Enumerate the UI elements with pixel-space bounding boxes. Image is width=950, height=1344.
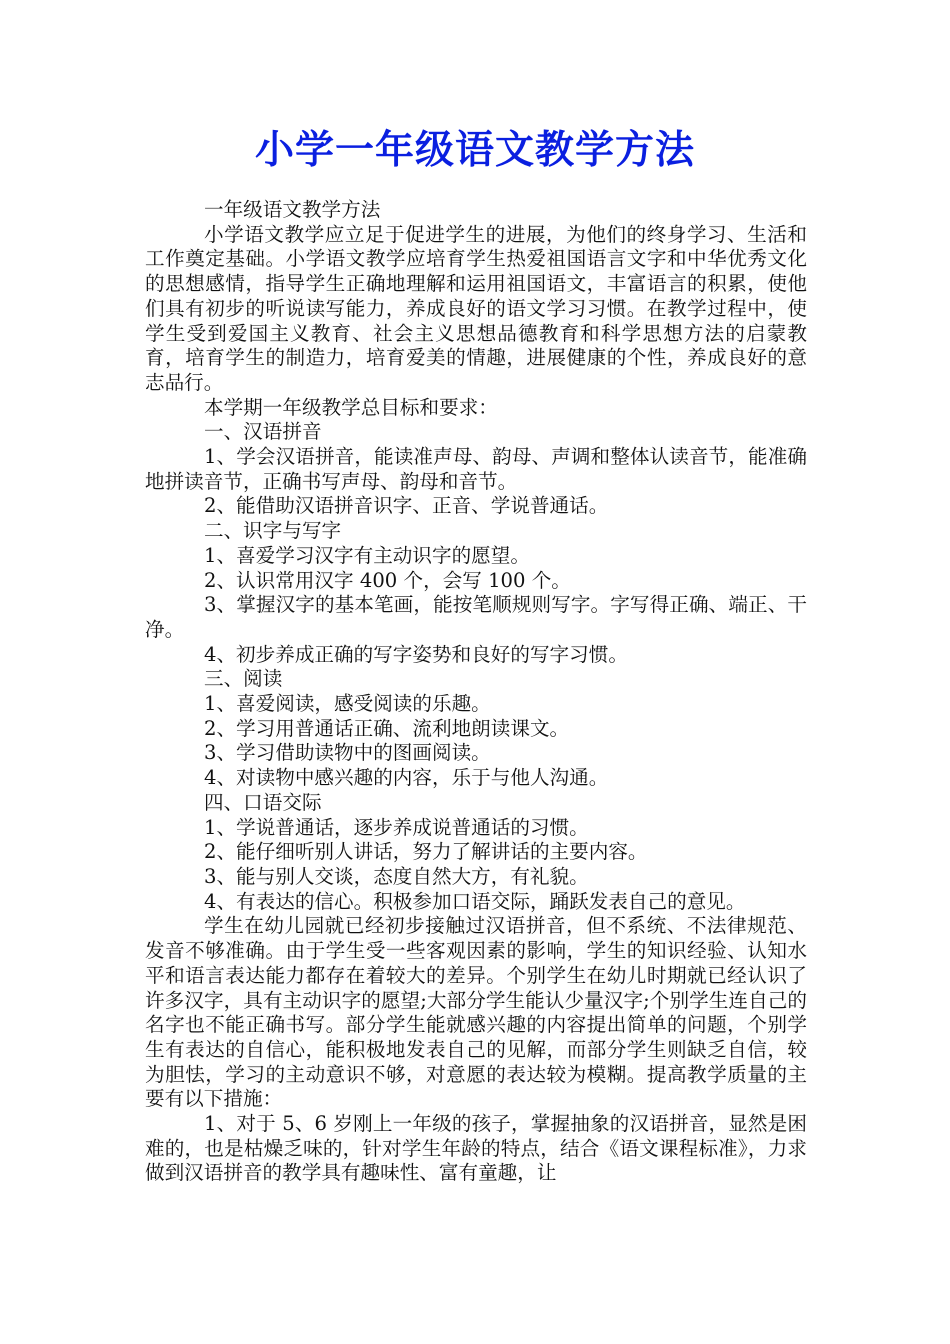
list-item: 2、学习用普通话正确、流利地朗读课文。 [204, 716, 570, 740]
list-item: 4、对读物中感兴趣的内容，乐于与他人沟通。 [204, 766, 609, 790]
section-heading: 一、汉语拼音 [204, 420, 322, 444]
list-item: 1、学说普通话，逐步养成说普通话的习惯。 [204, 815, 589, 839]
list-item: 3、能与别人交谈，态度自然大方，有礼貌。 [204, 864, 589, 888]
list-item: 2、认识常用汉字 400 个，会写 100 个。 [204, 568, 571, 592]
list-item: 1、对于 5、6 岁刚上一年级的孩子，掌握抽象的汉语拼音，显然是困难的，也是枯燥乏味的，针对学生年龄的特点，结合《语文课程标准》，力求做到汉语拼音的教学具有趣味性、富有童趣，让 [145, 1112, 807, 1185]
section-heading: 三、阅读 [204, 667, 283, 691]
list-item: 1、喜爱阅读，感受阅读的乐趣。 [204, 692, 491, 716]
list-item: 3、掌握汉字的基本笔画，能按笔顺规则写字。字写得正确、端正、干净。 [145, 593, 807, 641]
paragraph: 一年级语文教学方法 [204, 198, 381, 221]
section-heading: 四、口语交际 [204, 790, 322, 814]
list-item: 1、学会汉语拼音，能读准声母、韵母、声调和整体认读音节，能准确地拼读音节，正确书写声母、韵母和音节。 [145, 445, 807, 493]
list-item: 3、学习借助读物中的图画阅读。 [204, 741, 491, 765]
section-heading: 二、识字与写字 [204, 519, 342, 543]
list-item: 2、能借助汉语拼音识字、正音、学说普通话。 [204, 494, 609, 518]
document-body [145, 198, 807, 1186]
list-item: 4、初步养成正确的写字姿势和良好的写字习惯。 [204, 642, 628, 666]
list-item: 2、能仔细听别人讲话，努力了解讲话的主要内容。 [204, 840, 648, 864]
paragraph: 本学期一年级教学总目标和要求： [204, 395, 498, 419]
paragraph: 小学语文教学应立足于促进学生的进展，为他们的终身学习、生活和工作奠定基础。小学语文教学应培育学生热爱祖国语言文字和中华优秀文化的思想感情，指导学生正确地理解和运用祖国语文，丰富语言的积累，使他们具有初步的听说读写能力，养成良好的语文学习习惯。在教学过程中，使学生受到爱国主义教育、社会主义思想品德教育和科学思想方法的启蒙教育，培育学生的制造力，培育爱美的情趣，进展健康的个性，养成良好的意志品行。 [145, 222, 807, 394]
list-item: 4、有表达的信心。积极参加口语交际，踊跃发表自己的意见。 [204, 889, 746, 913]
paragraph: 学生在幼儿园就已经初步接触过汉语拼音，但不系统、不法律规范、发音不够准确。由于学生受一些客观因素的影响，学生的知识经验、认知水平和语言表达能力都存在着较大的差异。个别学生在幼儿时期就已经认识了许多汉字，具有主动识字的愿望;大部分学生能认少量汉字;个别学生连自己的名字也不能正确书写。部分学生能就感兴趣的内容提出简单的问题，个别学生有表达的自信心，能积极地发表自己的见解，而部分学生则缺乏自信，较为胆怯，学习的主动意识不够，对意愿的表达较为模糊。提高教学质量的主要有以下措施： [145, 914, 807, 1111]
list-item: 1、喜爱学习汉字有主动识字的愿望。 [204, 543, 530, 567]
document-title: 小学一年级语文教学方法 [254, 127, 695, 173]
